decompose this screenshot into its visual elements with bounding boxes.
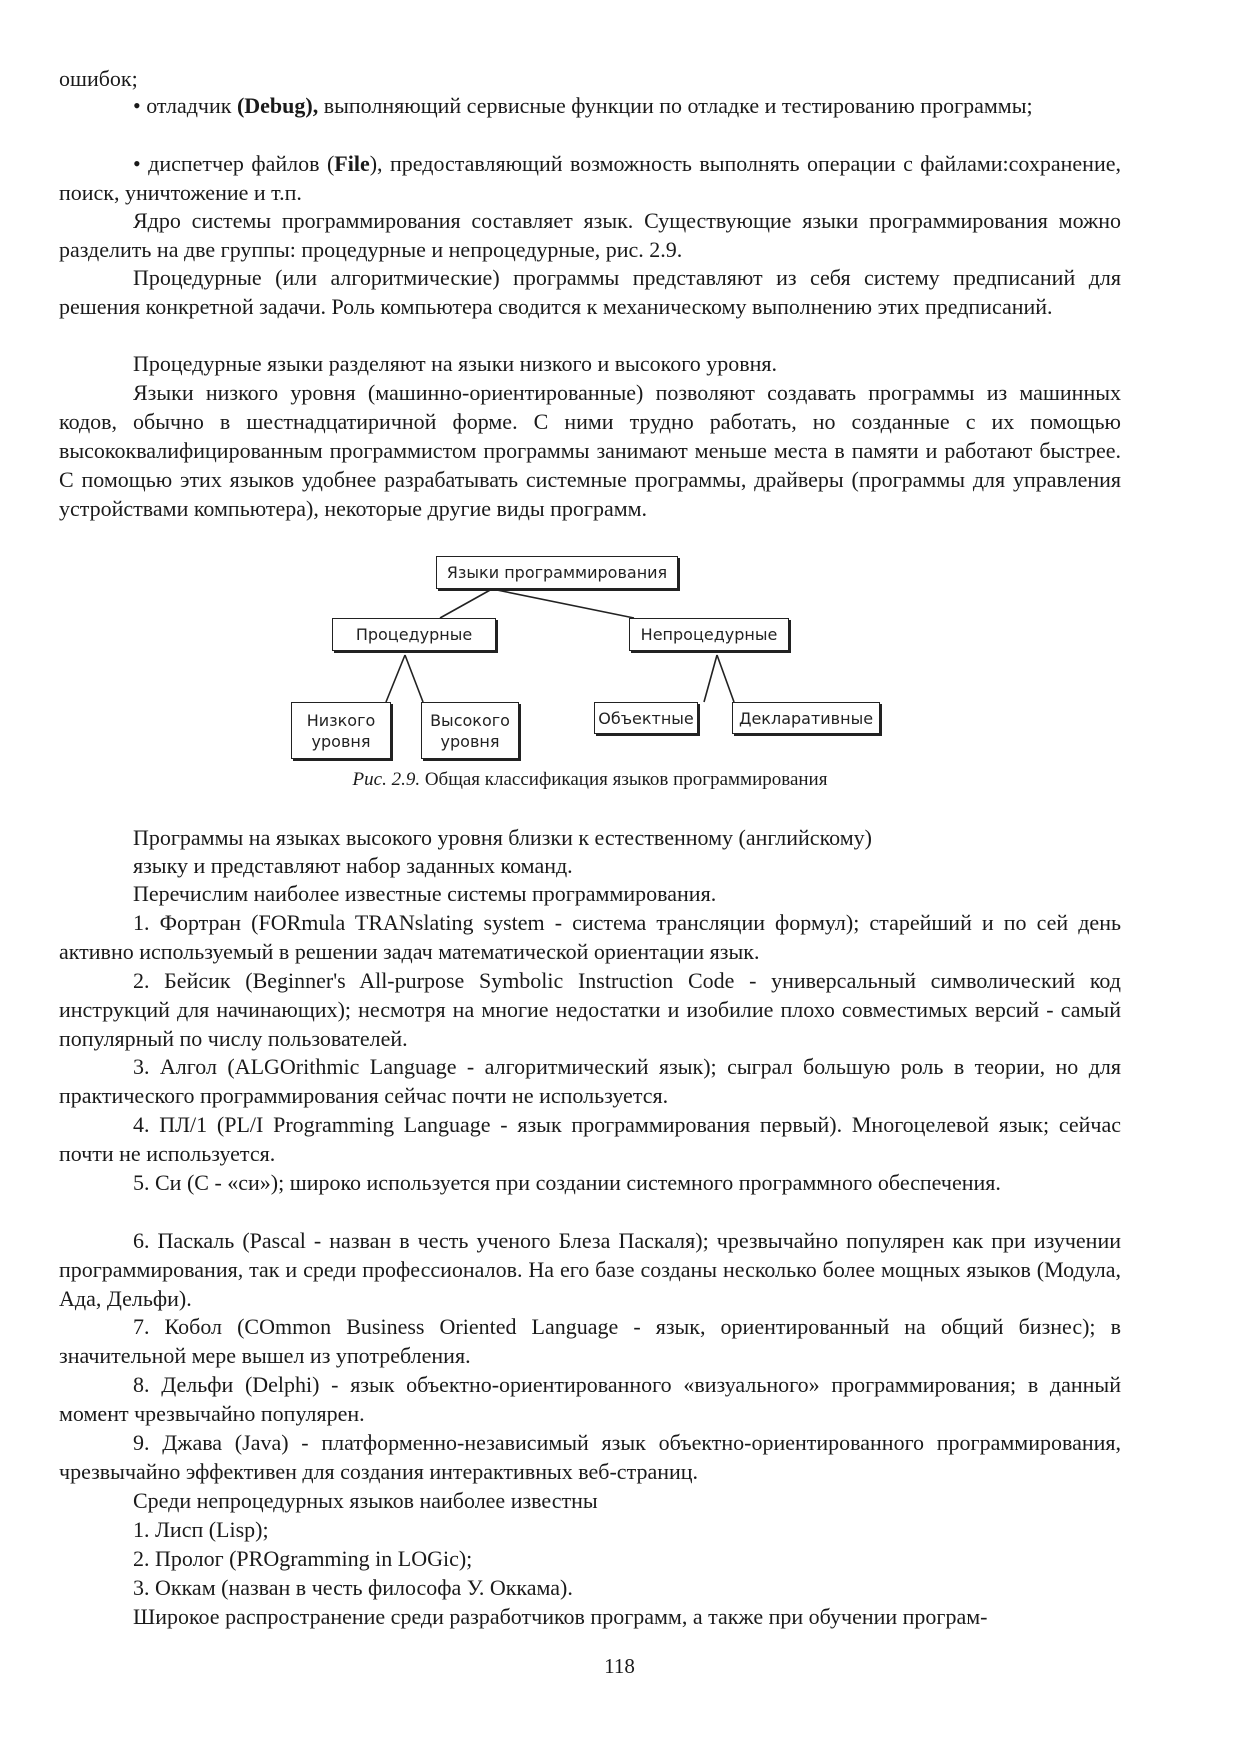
list-item: 9. Джава (Java) - платформенно-независимый язык объектно-ориентированного программирования, чрезвычайно эффективен для создания интерактивных веб-страниц. [59,1430,1121,1484]
paragraph-file [59,149,1121,207]
connector-line [405,655,423,702]
node-label: уровня [440,731,500,751]
connector-line [492,589,634,618]
figure-caption [59,768,1121,792]
paragraph-debug [59,91,1121,120]
paragraph: Ядро системы программирования составляет язык. Существующие языки программирования можно разделить на две группы: процедурные и непроцедурные, рис. 2.9. [59,208,1121,262]
node-label: уровня [311,731,371,751]
node-label: Высокого [430,710,510,730]
node-declarative: Декларативные [732,702,880,734]
list-item: 4. ПЛ/1 (PL/I Programming Language - язык программирования первый). Многоцелевой язык; сейчас почти не используется. [59,1112,1121,1166]
text: выполняющий сервисные функции по отладке и тестированию программы; [318,93,1033,118]
paragraph: языку и представляют набор заданных команд. [133,853,573,878]
list-item: 5. Си (С - «си»); широко используется при создании системного программного обеспечения. [133,1170,1001,1195]
node-object: Объектные [594,702,698,734]
list-item: 2. Бейсик (Beginner's All-purpose Symbolic Instruction Code - универсальный символический код инструкций для начинающих); несмотря на многие недостатки и изобилие плохо совместимых версий - самый популярный по числу пользователей. [59,968,1121,1051]
list-item: 7. Кобол (COmmon Business Oriented Language - язык, ориентированный на общий бизнес); в значительной мере вышел из употребления. [59,1314,1121,1368]
node-nonprocedural: Непроцедурные [629,618,789,651]
list-item: 3. Оккам (назван в честь философа У. Оккама). [133,1575,573,1600]
node-procedural: Процедурные [332,618,496,651]
paragraph: Широкое распространение среди разработчиков программ, а также при обучении програм- [133,1604,988,1629]
caption-label: Рис. 2.9. [352,769,421,790]
node-label: Низкого [306,710,376,730]
caption-text: Общая классификация языков программирования [420,769,828,790]
node-programming-languages: Языки программирования [436,556,678,589]
text: ), предоставляющий возможность выполнять операции с файлами:сохранение, поиск, уничтожение и т.п. [59,151,1121,205]
connector-line [717,655,734,702]
paragraph: Языки низкого уровня (машинно-ориентированные) позволяют создавать программы из машинных кодов, обычно в шестнадцатиричной форме. С ними трудно работать, но созданные с их помощью высококвалифицированным программистом программы занимают меньше места в памяти и работают быстрее. С помощью этих языков удобнее разрабатывать системные программы, драйверы (программы для управления устройствами компьютера), некоторые другие виды программ. [59,380,1121,521]
paragraph: Программы на языках высокого уровня близки к естественному (английскому) [133,825,872,850]
list-item: 6. Паскаль (Pascal - назван в честь ученого Блеза Паскаля); чрезвычайно популярен как при изучении программирования, так и среди профессионалов. На его базе созданы несколько более мощных языков (Модула, Ада, Дельфи). [59,1228,1121,1311]
text: • диспетчер файлов ( [133,151,335,176]
connector-line [386,655,405,702]
list-item: 1. Фортран (FORmula TRANslating system - система трансляции формул); старейший и по сей день активно используемый в решении задач математической ориентации язык. [59,910,1121,964]
paragraph: Перечислим наиболее известные системы программирования. [133,881,717,906]
list-item: 1. Лисп (Lisp); [133,1517,269,1542]
connector-line [440,589,492,618]
bold-term: File [334,151,370,176]
text: • отладчик [133,93,237,118]
bold-term: (Debug), [236,93,319,118]
node-low-level [291,702,391,759]
page-number: 118 [604,1654,635,1678]
list-item: 8. Дельфи (Delphi) - язык объектно-ориентированного «визуального» программирования; в данный момент чрезвычайно популярен. [59,1372,1121,1426]
paragraph: Процедурные языки разделяют на языки низкого и высокого уровня. [133,351,777,376]
classification-diagram [280,552,900,767]
list-item: 2. Пролог (PROgramming in LOGic); [133,1546,473,1571]
connector-line [704,655,717,702]
node-high-level [421,702,519,759]
list-item: 3. Алгол (ALGOrithmic Language - алгоритмический язык); сыграл большую роль в теории, но для практического программирования сейчас почти не используется. [59,1054,1121,1108]
paragraph: Процедурные (или алгоритмические) программы представляют из себя систему предписаний для решения конкретной задачи. Роль компьютера сводится к механическому выполнению этих предписаний. [59,265,1121,319]
paragraph: Среди непроцедурных языков наиболее известны [133,1488,598,1513]
paragraph: ошибок; [59,66,138,91]
